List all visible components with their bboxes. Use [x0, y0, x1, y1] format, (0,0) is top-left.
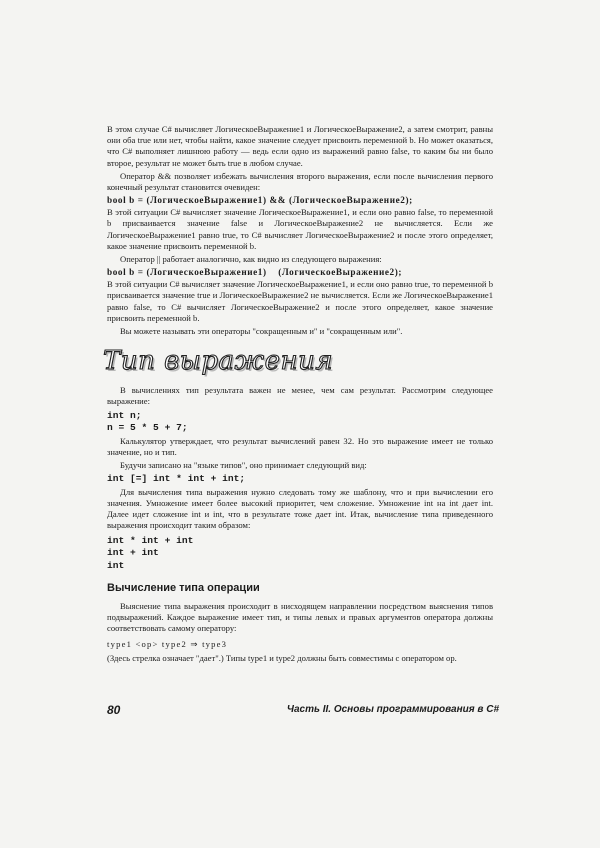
code-line: int n; [107, 409, 142, 421]
paragraph: Выяснение типа выражения происходит в нисходящем направлении посредством выяснения типов подвыражений. Каждое выражение имеет тип, и типы левых и правых аргументов оператора должны соответствовать самому оператору: [107, 601, 493, 634]
paragraph: Будучи записано на "языке типов", оно принимает следующий вид: [120, 460, 367, 471]
code-line: bool b = (ЛогическоеВыражение1) (ЛогическоеВыражение2); [107, 267, 403, 278]
code-line: int [107, 559, 125, 571]
code-line: int * int + int [107, 534, 194, 546]
type-formula: type1 <op> type2 ⇒ type3 [107, 638, 228, 649]
code-line: n = 5 * 5 + 7; [107, 422, 188, 434]
paragraph: Оператор || работает аналогично, как видно из следующего выражения: [120, 254, 382, 265]
paragraph: В этой ситуации C# вычисляет значение ЛогическоеВыражение1, и если оно равно false, то переменной b присваивается значение false и ЛогическоеВыражение2 не вычисляется. Если же ЛогическоеВыражение1 равно true, то C# вычисляет ЛогическоеВыражение2 и после этого определяет, какое значение присвоить переменной b. [107, 207, 493, 251]
paragraph: Для вычисления типа выражения нужно следовать тому же шаблону, что и при вычислении его значения. Умножение имеет более высокий приоритет, чем сложение. Умножение int на int дает int. Далее идет сложение int и int, что в результате тоже дает int. Итак, вычисление типа приведенного выражения происходит таким образом: [107, 486, 493, 531]
page-content [103, 124, 493, 664]
page-number: 80 [107, 703, 121, 717]
paragraph: Вы можете называть эти операторы "сокращенным и" и "сокращенным или". [120, 326, 403, 337]
paragraph: Оператор && позволяет избежать вычисления второго выражения, если после вычисления первого конечный результат становится очевиден: [107, 170, 493, 193]
paragraph: (Здесь стрелка означает "дает".) Типы type1 и type2 должны быть совместимы с оператором op. [107, 652, 457, 663]
page-footer [107, 703, 499, 717]
paragraph: В этом случае C# вычисляет ЛогическоеВыражение1 и ЛогическоеВыражение2, а затем смотрит, равны они оба true или нет, чтобы найти, какое значение следует присвоить переменной b. Но может оказаться, что C# выполняет лишнюю работу — ведь если одно из выражений равно false, то каким бы ни было второе, результат не может быть true в любом случае. [107, 124, 493, 168]
code-line: int [=] int * int + int; [107, 473, 246, 485]
code-line: int + int [107, 547, 159, 559]
paragraph: В вычислениях тип результата важен не менее, чем сам результат. Рассмотрим следующее выражение: [107, 385, 493, 407]
section-title: Тип выражения [103, 346, 334, 377]
paragraph: Калькулятор утверждает, что результат вычислений равен 32. Но это выражение имеет не только значение, но и тип. [107, 435, 493, 457]
subsection-title: Вычисление типа операции [107, 582, 260, 595]
code-line: bool b = (ЛогическоеВыражение1) && (ЛогическоеВыражение2); [107, 195, 413, 206]
part-title: Часть II. Основы программирования в C# [286, 704, 499, 715]
paragraph: В этой ситуации C# вычисляет значение ЛогическоеВыражение1, и если оно равно true, то переменной b присваивается значение true и ЛогическоеВыражение2 не вычисляется. Если же ЛогическоеВыражение1 равно false, то C# вычисляет ЛогическоеВыражение2 и после этого определяет, какое значение присвоить переменной b. [107, 279, 493, 323]
